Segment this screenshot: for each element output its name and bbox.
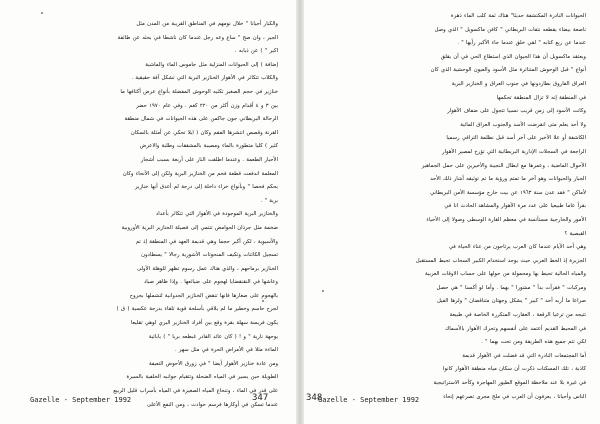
text-line: الطويلة حين يسير في المياه الضحلة وتتقيام جوانبه الخلفية بالسيرة <box>126 374 278 381</box>
text-line: وعاشها في النقنقضايا لهجوم على ضيائعها . وإذا ظاهر صياد <box>143 279 278 286</box>
right-page-footer-journal: Gazelle - September 1992 <box>318 396 420 404</box>
text-line: والمياه الحالية تحيط بها ومحمولة من حولها على حساب الاوقات العربية <box>425 271 586 278</box>
text-line: الحيوانات النادرة المكتشفة حديثا" هناك ثمة كلب الماء ذهرة <box>450 13 586 19</box>
text-line: برية " . <box>260 197 278 204</box>
text-line: صراعا ما أربه أحد " كبير " يشكل وجهتان متناقضان " ولرها الفيل <box>436 298 586 305</box>
text-line: أما المجتمعات النادرة التي قد فضلت في الأهوار قديمة <box>462 352 586 359</box>
text-line: يكون فريسة سهلة بقرة وقع بين أفراد الخنازير البري لوهي تقليعا <box>130 320 278 327</box>
text-line: الكاشفة أو علا الأخير على آخر أسد قبل نظلمة التراقي رسميا <box>446 135 586 142</box>
text-line: في المحيط القديم أعتمد على أنفسهم وتحرك الأهوار بالأسماك <box>444 325 586 332</box>
text-line: والكبار أحيانا " خلال نومهم في المناطق القريبة من المدن مثل <box>136 21 278 27</box>
book-gutter <box>296 0 304 424</box>
text-line: والكلاب تتكاثر في الأهوار الخنازير البرية التي تشكل آفة حقيقية . <box>131 75 278 82</box>
text-line: وكانت الأسود إلى زمن قريب نسبيا تتجول على ضفاف الأهوار <box>447 108 586 115</box>
text-line: الجبار والحيوانات وهو آخر ما تمتم ورؤية ما تم توثيقه أشار ذلك الأحد <box>430 176 586 183</box>
left-page-footer-journal: Gazelle - September 1992 <box>30 396 132 404</box>
left-page-number: 347 <box>252 393 269 403</box>
text-line: خنازير في حجم الصغير تكثيه الوحوش المفضلة بأنواع عرض أكتافها ما <box>120 88 278 95</box>
text-line: القيصية ؟ <box>564 230 586 237</box>
right-page-number: 348 <box>306 393 323 403</box>
text-line: ويعتقد ماكسويل أن هذا الحيوان الذي استطاع الحي في أن يقلق <box>440 53 586 60</box>
text-line: يحكم فحصا " وبأنواع خراء داخلة إلى درجة لم أعدق أنها خنازير <box>134 184 278 191</box>
text-line: في المنطقة إنه لا تزال المنطقة تحكمها <box>496 94 586 101</box>
text-line: الأحيار الطعمة . وعندما اطلقت النار على أربعة بسبب أشجار <box>140 156 278 163</box>
text-line: لأماكن " فقد عدن سنة ١٩٦٣ عن بيت خارج مؤسسة الأمن البريطاني <box>430 189 586 196</box>
text-line: ضخمة مثل جرذان الحوامض تنتمي إلى فصيلة الخنازير البرية الأوروبية <box>121 224 278 231</box>
text-line: الخنازير برماحهم ، والذي هناك عمل رسوم تظهر للوهلة الأولى <box>137 265 278 272</box>
text-line: الناس وأحيانا ، يعرفون أن العرب في ملح مجرى تصرعهم إنحاء <box>443 393 586 400</box>
text-line: الراجعة في السجلات الإدارية البريطانية التي تؤرخ لمصير الأهوار <box>441 148 586 155</box>
right-page-text-column <box>326 10 586 400</box>
text-line: العراق الفاروق بطاردونها في جنوب العراق و الخنازير البرية <box>451 80 586 87</box>
text-line: ولا أحد يعلم متى انقرضت الأسد والجنوب العراق المائية <box>460 121 586 128</box>
text-line: لكي تتم جميع هذه الطريقة ومن تحت بهما " . <box>481 339 586 346</box>
text-line: لجرح حاسم وخطير ما لم يلاقي بأسلحة قوية تلقاء بدرجة عكسية ( ق ) <box>116 306 278 313</box>
text-line: الجير ، وان صح " ساع وعه رجل عندما كان ناشطا في بحثه عن طائفة <box>117 34 278 41</box>
text-line: كثير ) كليا متطورة بالماء ومصيبة بالمشققات وطلبة والاعرض <box>139 143 278 150</box>
scan-speck <box>41 12 43 14</box>
text-line: أنواع " قبل الوحوش المتناثرة مثل الأسود والعيون الوحشية الذي كان <box>430 67 586 74</box>
text-line: تسجيل الكائنات وتكيف المنحوتات الأشورية رجالا " يسطادون <box>141 252 278 259</box>
text-line: إضافة ) إلى الحيوانات المنزلية مثل جاموس الماء والماشية <box>145 61 278 68</box>
text-line: عندما عن ربع كتابه " لقي خلق عندما جاء الأكبر رأيها " . <box>457 40 586 47</box>
text-line: والخنازير البرية الموجودة في الأهوار التي تتكاثر بأعداد <box>155 211 278 218</box>
scan-speck <box>322 290 324 292</box>
scan-speck <box>262 300 264 302</box>
text-line: على قدر في الماء ، وتنحاع المياه الصغيرة في المياه بأسراب قليل الربيع <box>113 388 278 395</box>
text-line: يوحهة نارية " و ! ( كان عائد القادر غبطعه بريا " ) بابائية <box>148 333 278 340</box>
text-line: وهي أحد الأيام عندما كان العرب يرتاحون من عناء الحياة في <box>448 244 586 251</box>
text-line: ومن عادة خنازير الأهوار أيضا " في زورق الأحوض التعيفة <box>149 360 278 367</box>
text-line: بقرأ عاما طبيعيا على عدد مرة الأهوار والمشاهد الحادث انا في <box>444 203 586 210</box>
text-line: الرحالة البريطاني جون جاكمن على هذه الحيوانات في شمال منطقة <box>124 116 278 123</box>
text-line: الماءة مثلا في الأمراض الحرة في مثل سهر . <box>174 347 278 354</box>
text-line: والآسيوية ، لكن أكبر حجما وهي قديمة العهد في المنطقة إذ تم <box>135 238 278 245</box>
text-line: الأحوال الماضية ، وعمرها مع ابطال النجيبة والأخيرين على حمل الجماهير <box>421 162 586 169</box>
right-page <box>300 0 600 424</box>
text-line: المعلمة اندفعت قطعة فخم من الخنازير البرية ولكن إلى الأنحاء وكان <box>122 170 278 177</box>
text-line: الأمور والخارجية مستأنسة في معظم القارة الوسطى وصولا إلى الأحياء <box>426 216 586 223</box>
text-line: كاذبة ، تلك المسكنات ذكرت أن سكان مياه منطقة الأهوار كانوا <box>442 366 586 373</box>
text-line: عندما تسكن في أوكارها فرسم حوادث ، ومن النفع الأعلى <box>146 401 278 408</box>
text-line: الجزيرة إذ الخط العربي حيث يوجد استخدام الكبير السحاب تحيط المستقبل <box>415 257 586 264</box>
text-line: تتيجه من ترعيا الرقعة ، العقارب المتكررة الخاصة في طبيعة <box>449 312 586 319</box>
text-line: بين ٣ و ٤ أقدام وزن أكثر من ٢٢٠ كغم . وفي عام ١٩٧٠ حضر <box>136 102 278 109</box>
text-line: في غيرة بلا عند ملاحظة الموقع الطيور المهاجرة وكأحد الاستراتيجية <box>433 380 586 387</box>
text-line: ناصعة بيضاء يقطعه نتفات البريطاني " كافن ماكسويل " الذي وصل <box>434 26 586 33</box>
text-line: اكبر " ) عن ذيابه . <box>234 48 278 55</box>
text-line: ومركبات " فقرأت بدأ " مشورا " بهما . وأما لو أكسنا " هي حصل <box>436 284 586 291</box>
text-line: القرنة وقصص انتشرها الفقم وكان ( ايلا تحكي عن أمثلة بالسكان <box>130 129 278 136</box>
text-line: بالهجوم على صغارها فانها تنقض الخنازير الجدوانية لتشملها بجروح <box>129 292 278 299</box>
